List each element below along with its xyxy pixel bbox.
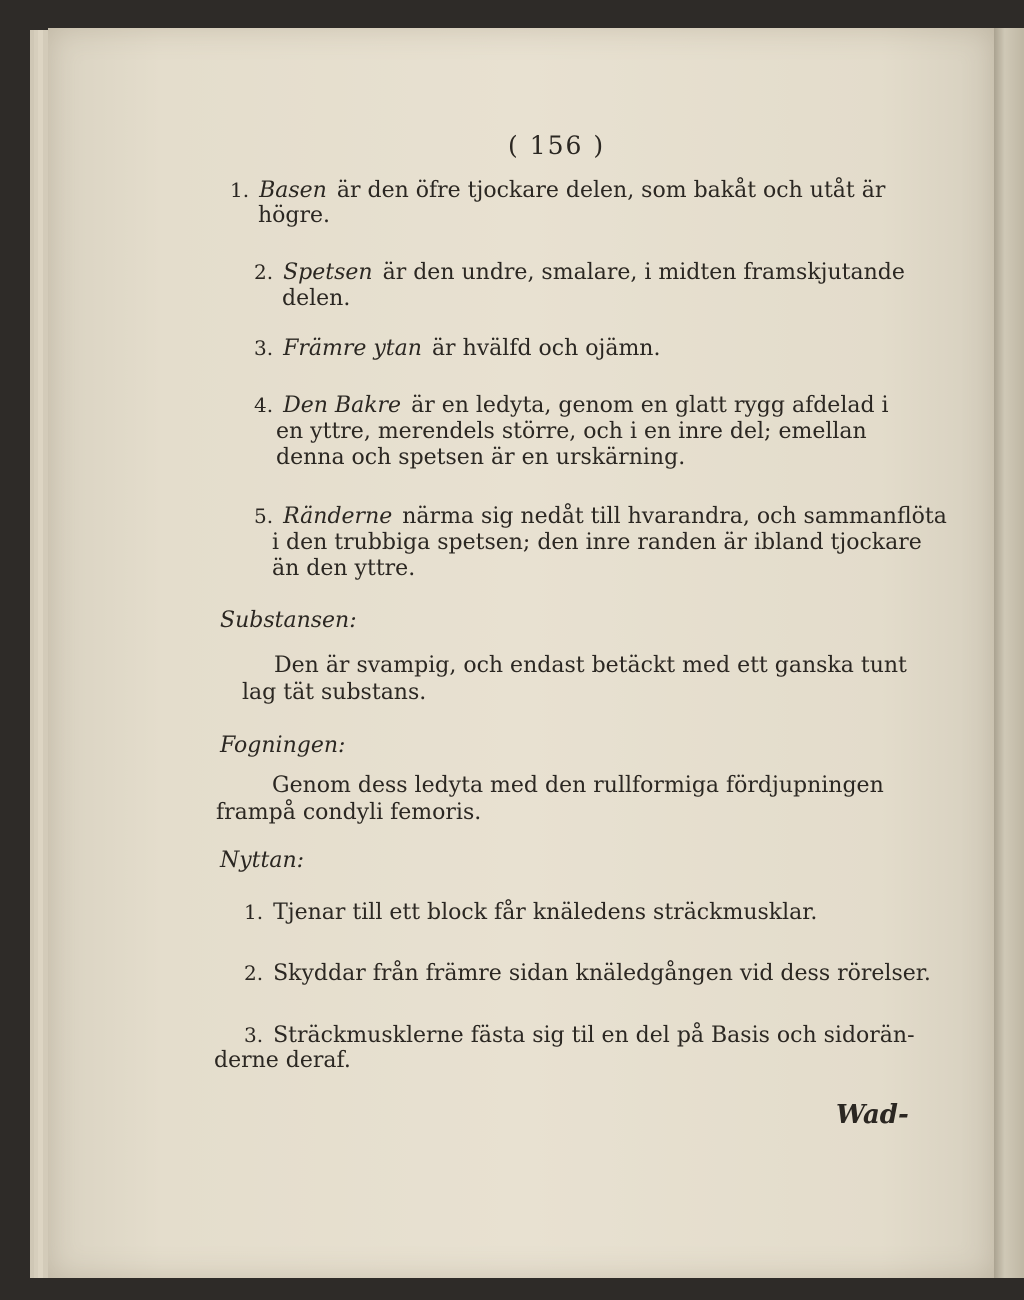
item-text: högre.: [258, 203, 331, 228]
list-item: [244, 1025, 915, 1047]
item-number: 2.: [254, 260, 274, 284]
item-text: är den undre, smalare, i midten framskjutande: [382, 260, 905, 285]
item-number: 3.: [244, 1023, 264, 1047]
item-text: närma sig nedåt till hvarandra, och sammanflöta: [402, 504, 947, 529]
item-text: en yttre, merendels större, och i en inre del; emellan: [276, 419, 867, 444]
catchword: Wad-: [836, 1100, 909, 1130]
list-item: [254, 262, 905, 284]
item-term: Den Bakre: [283, 393, 402, 418]
item-text: Tjenar till ett block får knäledens sträckmusklar.: [273, 900, 818, 925]
item-number: 1.: [230, 178, 250, 202]
item-text: Sträckmusklerne fästa sig til en del på Basis och sidorän-: [273, 1023, 915, 1048]
paragraph-text: Genom dess ledyta med den rullformiga fördjupningen: [272, 773, 884, 798]
list-item: [254, 506, 947, 528]
section-heading: Substansen:: [220, 608, 357, 633]
list-item: [244, 963, 931, 985]
item-text: derne deraf.: [214, 1048, 351, 1073]
item-text: är den öfre tjockare delen, som bakåt och utåt är: [336, 178, 886, 203]
item-term: Ränderne: [283, 504, 393, 529]
item-number: 4.: [254, 393, 274, 417]
item-term: Främre ytan: [283, 336, 422, 361]
item-term: Basen: [259, 178, 327, 203]
item-text: är hvälfd och ojämn.: [431, 336, 661, 361]
list-item: [230, 180, 885, 202]
list-item: [254, 395, 889, 417]
item-text: i den trubbiga spetsen; den inre randen är ibland tjockare: [272, 530, 922, 555]
section-heading: Nyttan:: [220, 848, 305, 873]
item-text: delen.: [282, 286, 351, 311]
item-number: 2.: [244, 961, 264, 985]
item-number: 5.: [254, 504, 274, 528]
list-item: [254, 338, 660, 360]
item-text: Skyddar från främre sidan knäledgången vid dess rörelser.: [273, 961, 931, 986]
item-number: 3.: [254, 336, 274, 360]
facing-page-edge: [992, 28, 1024, 1278]
page-number: ( 156 ): [508, 131, 606, 160]
item-number: 1.: [244, 900, 264, 924]
item-text: denna och spetsen är en urskärning.: [276, 445, 686, 470]
item-text: än den yttre.: [272, 556, 416, 581]
item-text: är en ledyta, genom en glatt rygg afdelad i: [411, 393, 889, 418]
item-term: Spetsen: [283, 260, 373, 285]
paragraph-text: lag tät substans.: [242, 680, 427, 705]
paragraph-text: frampå condyli femoris.: [216, 800, 482, 825]
list-item: [244, 902, 817, 924]
paragraph-text: Den är svampig, och endast betäckt med ett ganska tunt: [274, 653, 907, 678]
section-heading: Fogningen:: [220, 733, 346, 758]
